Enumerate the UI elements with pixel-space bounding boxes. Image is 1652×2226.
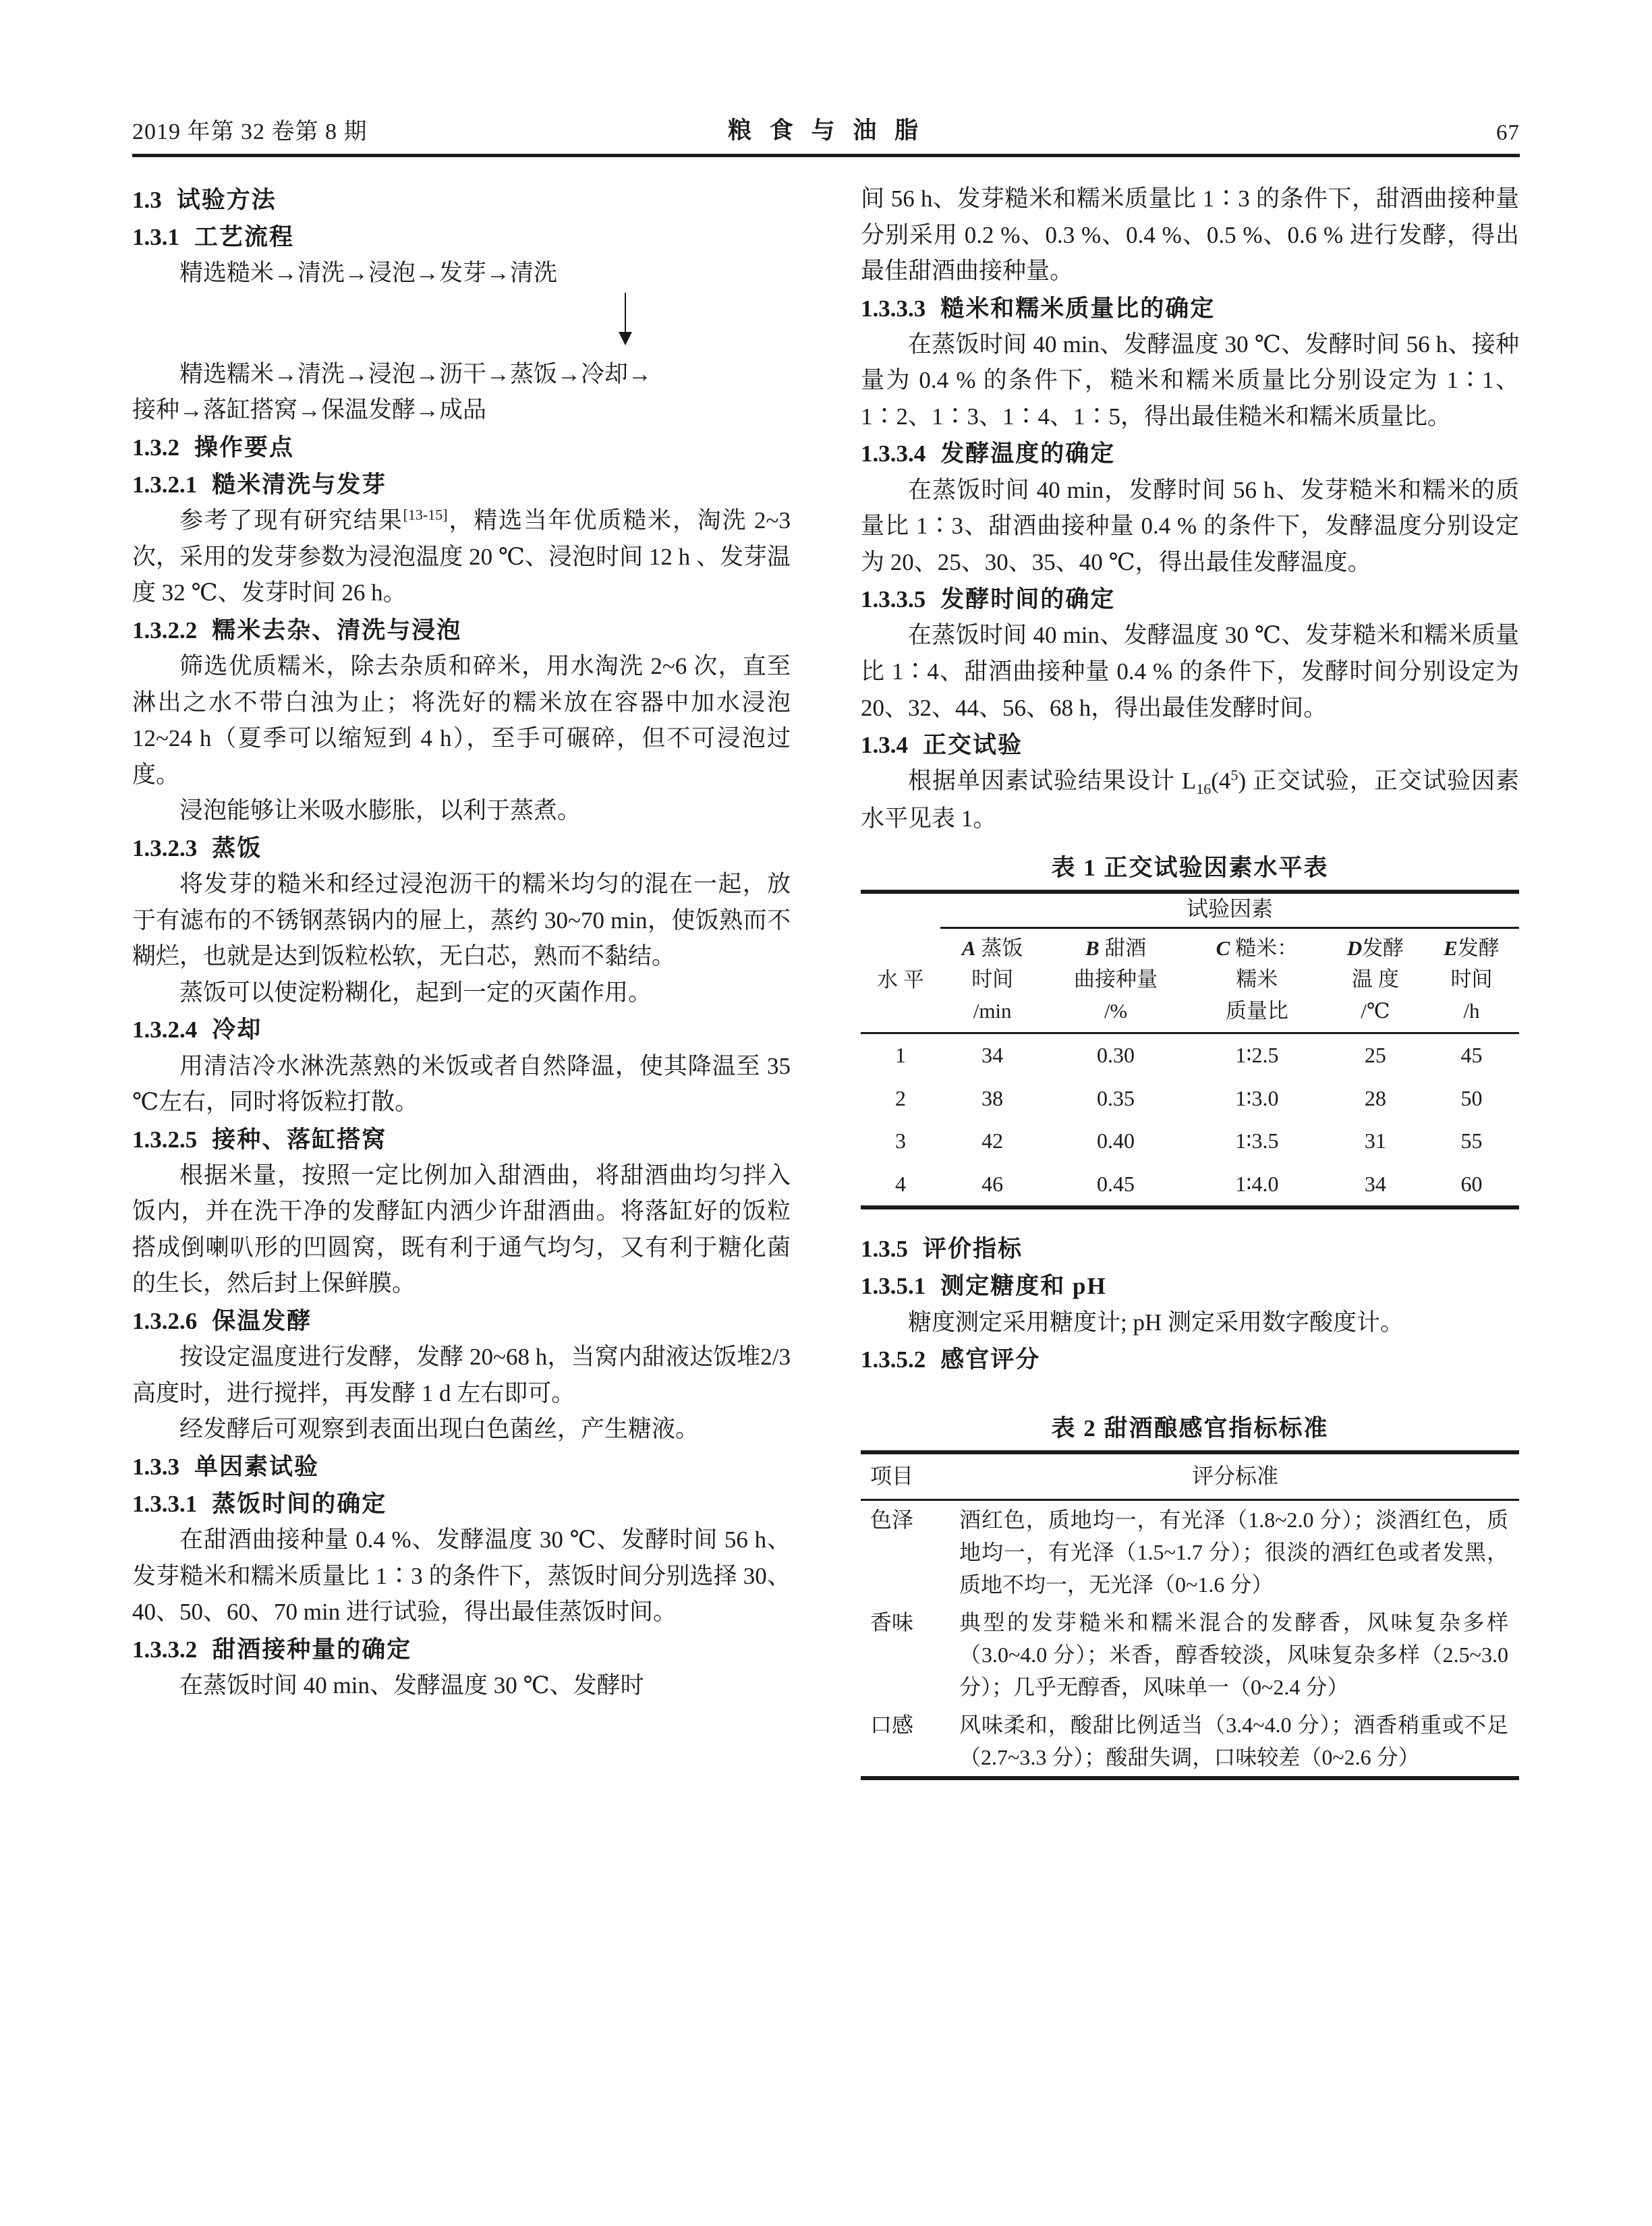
heading-1-3-2-2-title: 糯米去杂、清洗与浸泡 [212, 617, 462, 644]
heading-1-3-1-number: 1.3.1 [132, 224, 179, 251]
heading-1-3-5-2-title: 感官评分 [940, 1346, 1041, 1373]
orthogonal-text-c: ) 正交试验，正交试验因素水平见表 1。 [861, 768, 1519, 832]
table1-r4-D: 34 [1364, 1171, 1386, 1196]
process-flow-line-2: 精选糯米→清洗→浸泡→沥干→蒸饭→冷却→ [179, 360, 652, 387]
table-row [861, 1120, 1519, 1162]
page-number: 67 [1496, 121, 1520, 145]
table1-r1-E: 45 [1460, 1043, 1483, 1068]
table2-r3-criteria: 风味柔和，酸甜比例适当（3.4~4.0 分）；酒香稍重或不足（2.7~3.3 分）；酸甜失调，口味较差（0~2.6 分） [959, 1712, 1508, 1769]
heading-1-3-4 [861, 727, 1519, 763]
paragraph-1-3-2-3-b: 蒸饭可以使淀粉糊化，起到一定的灭菌作用。 [179, 979, 652, 1006]
heading-1-3-2-1-title: 糙米清洗与发芽 [212, 472, 387, 498]
table1-group-header-row [861, 894, 1519, 928]
issue-info: 2019 年第 32 卷第 8 期 [132, 119, 368, 144]
table2-header-row [861, 1454, 1519, 1500]
heading-1-3-3 [132, 1449, 791, 1485]
journal-title: 粮 食 与 油 脂 [727, 117, 924, 144]
table1-col-name-D: 发酵 [1362, 936, 1404, 960]
orthogonal-superscript: 5 [1230, 766, 1238, 784]
paragraph-1-3-3-2-start: 在蒸饭时间 40 min、发酵温度 30 ℃、发酵时 [179, 1672, 644, 1699]
heading-1-3-5-1-number: 1.3.5.1 [861, 1273, 926, 1300]
table1-col-name3-C: 质量比 [1225, 998, 1288, 1023]
heading-1-3-5-1-title: 测定糖度和 pH [940, 1273, 1107, 1300]
table1-col-header-B [1044, 928, 1187, 1033]
heading-1-3-2-6 [132, 1303, 791, 1339]
table1-r3-C: 1∶3.5 [1235, 1129, 1279, 1153]
heading-1-3-3-4-title: 发酵温度的确定 [940, 440, 1116, 467]
table2-header-item: 项目 [870, 1464, 914, 1489]
table1-r3-B: 0.40 [1097, 1129, 1135, 1153]
heading-1-3-3-1 [132, 1486, 791, 1522]
citation-ref: [13-15] [403, 506, 448, 523]
table1-col-name2-A: 时间 [971, 967, 1014, 992]
flow-connector [132, 291, 791, 356]
table1-r1-C: 1∶2.5 [1235, 1043, 1279, 1068]
heading-1-3-2-5-title: 接种、落缸搭窝 [212, 1126, 387, 1153]
table1-r4-C: 1∶4.0 [1235, 1171, 1279, 1196]
table-row [861, 1501, 1519, 1603]
table1-col-unit-B: /% [1104, 998, 1128, 1023]
table1-col-header-C [1187, 928, 1327, 1033]
table1-r2-level: 2 [895, 1085, 906, 1110]
heading-1-3-2-4-number: 1.3.2.4 [132, 1017, 198, 1044]
heading-1-3-5-title: 评价指标 [923, 1236, 1023, 1263]
paragraph-1-3-2-2-a: 筛选优质糯米，除去杂质和碎米，用水淘洗 2~6 次，直至淋出之水不带白浊为止；将洗好的糯米放在容器中加水浸泡 12~24 h（夏季可以缩短到 4 h），至手可碾碎，但不可浸泡过度。 [132, 653, 791, 788]
heading-1-3 [132, 182, 791, 218]
table2-r1-criteria: 酒红色，质地均一，有光泽（1.8~2.0 分）；淡酒红色，质地均一，有光泽（1.5~1.7 分）；很淡的酒红色或者发黑，质地不均一，无光泽（0~1.6 分） [959, 1507, 1508, 1597]
table1-col-name-E: 发酵 [1457, 936, 1500, 960]
heading-1-3-2-1-number: 1.3.2.1 [132, 472, 198, 498]
para-text-post: ，精选当年优质糙米，淘洗 2~3 次，采用的发芽参数为浸泡温度 20 ℃、浸泡时间 12 h 、发芽温度 32 ℃、发芽时间 26 h。 [132, 507, 791, 606]
table1-r1-level: 1 [895, 1043, 906, 1068]
two-column-body [132, 181, 1520, 1780]
table1-r3-A: 42 [981, 1129, 1004, 1153]
heading-1-3-title: 试验方法 [176, 187, 277, 213]
paragraph-1-3-3-1: 在甜酒曲接种量 0.4 %、发酵温度 30 ℃、发酵时间 56 h、发芽糙米和糯米质量比 1∶3 的条件下，蒸饭时间分别选择 30、40、50、60、70 min 进行试验，得出最佳蒸饭时间。 [132, 1526, 791, 1626]
orthogonal-subscript: 16 [1196, 780, 1212, 798]
heading-1-3-2-6-title: 保温发酵 [212, 1307, 312, 1334]
table1-group-header: 试验因素 [940, 894, 1519, 928]
table1-col-name2-E: 时间 [1450, 967, 1493, 992]
table2-r2-criteria: 典型的发芽糙米和糯米混合的发酵香，风味复杂多样（3.0~4.0 分）；米香，醇香较淡，风味复杂多样（2.5~3.0 分）；几乎无醇香，风味单一（0~2.4 分） [959, 1609, 1508, 1699]
table1-r2-D: 28 [1364, 1085, 1386, 1110]
paragraph-1-3-2-1 [132, 503, 791, 611]
table-sensory-criteria [861, 1450, 1519, 1779]
table1-col-name2-D: 温 度 [1352, 967, 1399, 992]
heading-1-3-2-2 [132, 612, 791, 648]
heading-1-3-3-3-title: 糙米和糯米质量比的确定 [940, 295, 1216, 322]
heading-1-3-3-1-number: 1.3.3.1 [132, 1491, 198, 1517]
table1-col-name-C: 糙米： [1235, 936, 1299, 960]
heading-1-3-2-title: 操作要点 [194, 434, 295, 461]
table1-col-name2-B: 曲接种量 [1074, 967, 1158, 992]
table1-col-unit-A: /min [973, 998, 1012, 1023]
table1-col-name2-C: 糯米 [1236, 967, 1278, 992]
paragraph-1-3-3-4: 在蒸饭时间 40 min，发酵时间 56 h、发芽糙米和糯米的质量比 1∶3、甜酒曲接种量 0.4 % 的条件下，发酵温度分别设定为 20、25、30、35、40 ℃，得出最佳发酵温度。 [861, 476, 1519, 575]
heading-1-3-3-3 [861, 291, 1519, 326]
heading-1-3-5-2-number: 1.3.5.2 [861, 1346, 926, 1373]
paragraph-1-3-3-3: 在蒸饭时间 40 min、发酵温度 30 ℃、发酵时间 56 h、接种量为 0.4 % 的条件下，糙米和糯米质量比分别设定为 1∶1、1∶2、1∶3、1∶4、1∶5，得出最佳糙米和糯米质量比。 [861, 331, 1519, 430]
table1-col-header-A [940, 928, 1044, 1033]
table1-col-name-B: 甜酒 [1104, 936, 1147, 960]
heading-1-3-3-2-title: 甜酒接种量的确定 [212, 1636, 412, 1663]
heading-1-3-3-1-title: 蒸饭时间的确定 [212, 1491, 387, 1517]
heading-1-3-4-title: 正交试验 [923, 732, 1023, 759]
heading-1-3-5-2 [861, 1342, 1519, 1377]
heading-1-3-3-2-number: 1.3.3.2 [132, 1636, 198, 1663]
table1-col-name-A: 蒸饭 [981, 936, 1023, 960]
table-row [861, 1706, 1519, 1778]
heading-1-3-4-number: 1.3.4 [861, 732, 908, 759]
table1-col-header-E [1424, 928, 1519, 1033]
table2-header-criteria: 评分标准 [1191, 1464, 1278, 1489]
heading-1-3-2-3-title: 蒸饭 [212, 834, 262, 861]
table1-col-code-C: C [1216, 936, 1230, 960]
table1-r3-D: 31 [1364, 1129, 1386, 1153]
table1-r1-D: 25 [1364, 1043, 1386, 1068]
table1-r4-E: 60 [1460, 1171, 1483, 1196]
heading-1-3-2-number: 1.3.2 [132, 434, 179, 461]
table1-r4-B: 0.45 [1097, 1171, 1135, 1196]
process-flow-line-1: 精选糙米→清洗→浸泡→发芽→清洗 [179, 260, 558, 287]
table-row [861, 1034, 1519, 1077]
paragraph-1-3-2-6-a: 按设定温度进行发酵，发酵 20~68 h，当窝内甜液达饭堆2/3 高度时，进行搅拌，再发酵 1 d 左右即可。 [132, 1344, 791, 1406]
table1-col-header-D [1327, 928, 1424, 1033]
paragraph-1-3-5-1: 糖度测定采用糖度计; pH 测定采用数字酸度计。 [908, 1309, 1404, 1336]
table1-r2-E: 50 [1460, 1085, 1483, 1110]
heading-1-3-2-5 [132, 1122, 791, 1158]
table1-col-code-D: D [1346, 936, 1363, 960]
table1-column-header-row [861, 928, 1519, 1033]
table1-r1-A: 34 [981, 1043, 1004, 1068]
heading-1-3-3-title: 单因素试验 [194, 1453, 320, 1480]
heading-1-3-3-5 [861, 581, 1519, 617]
table2-r3-item: 口感 [870, 1712, 914, 1737]
heading-1-3-2-4-title: 冷却 [212, 1017, 262, 1044]
paragraph-1-3-2-6-b: 经发酵后可观察到表面出现白色菌丝，产生糖液。 [179, 1416, 700, 1443]
orthogonal-text-b: (4 [1211, 768, 1231, 795]
table1-col-unit-E: /h [1463, 998, 1480, 1023]
paragraph-1-3-3-2-cont: 间 56 h、发芽糙米和糯米质量比 1∶3 的条件下，甜酒曲接种量分别采用 0.2 %、0.3 %、0.4 %、0.5 %、0.6 % 进行发酵，得出最佳甜酒曲接种量。 [861, 186, 1519, 285]
heading-1-3-2-3-number: 1.3.2.3 [132, 834, 198, 861]
paragraph-1-3-2-2-b: 浸泡能够让米吸水膨胀，以利于蒸煮。 [179, 797, 581, 824]
right-column [861, 181, 1519, 1780]
heading-1-3-1 [132, 219, 791, 255]
paragraph-1-3-2-4: 用清洁冷水淋洗蒸熟的米饭或者自然降温，使其降温至 35 ℃左右，同时将饭粒打散。 [132, 1052, 791, 1116]
heading-1-3-2-2-number: 1.3.2.2 [132, 617, 198, 644]
table1-col-code-A: A [961, 936, 976, 960]
table2-bottom-rule [861, 1778, 1519, 1780]
heading-1-3-2 [132, 430, 791, 465]
table1-r2-C: 1∶3.0 [1235, 1085, 1279, 1110]
heading-1-3-3-2 [132, 1632, 791, 1667]
heading-1-3-3-3-number: 1.3.3.3 [861, 295, 926, 322]
heading-1-3-2-4 [132, 1012, 791, 1048]
heading-1-3-3-5-number: 1.3.3.5 [861, 586, 926, 613]
table-row [861, 1077, 1519, 1120]
paragraph-1-3-4 [861, 763, 1519, 836]
table1-r2-A: 38 [981, 1085, 1004, 1110]
table-row [861, 1603, 1519, 1706]
header-rule [132, 154, 1520, 157]
running-head [132, 101, 1520, 146]
table2-r2-item: 香味 [870, 1609, 914, 1634]
heading-1-3-number: 1.3 [132, 187, 162, 213]
heading-1-3-5-1 [861, 1268, 1519, 1304]
table1-r4-level: 4 [895, 1171, 906, 1196]
table-orthogonal-factor-levels [861, 890, 1519, 1210]
table1-caption: 表 1 正交试验因素水平表 [1051, 854, 1329, 881]
table1-r3-level: 3 [895, 1129, 906, 1153]
heading-1-3-3-5-title: 发酵时间的确定 [940, 586, 1116, 613]
table1-level-header: 水 平 [877, 967, 924, 992]
process-flow-line-3: 接种→落缸搭窝→保温发酵→成品 [132, 397, 487, 424]
table2-caption: 表 2 甜酒酿感官指标标准 [1051, 1415, 1329, 1442]
heading-1-3-3-4-number: 1.3.3.4 [861, 440, 926, 467]
table1-r4-A: 46 [981, 1171, 1004, 1196]
table1-col-code-E: E [1444, 936, 1458, 960]
table1-col-code-B: B [1085, 936, 1100, 960]
table1-r3-E: 55 [1460, 1129, 1483, 1153]
heading-1-3-2-3 [132, 830, 791, 866]
heading-1-3-5 [861, 1231, 1519, 1267]
heading-1-3-3-number: 1.3.3 [132, 1453, 179, 1480]
heading-1-3-2-5-number: 1.3.2.5 [132, 1126, 198, 1153]
heading-1-3-1-title: 工艺流程 [194, 224, 295, 251]
table-row [861, 1163, 1519, 1207]
heading-1-3-5-number: 1.3.5 [861, 1236, 908, 1263]
heading-1-3-2-1 [132, 467, 791, 503]
table1-r2-B: 0.35 [1097, 1085, 1135, 1110]
heading-1-3-2-6-number: 1.3.2.6 [132, 1307, 198, 1334]
paragraph-1-3-2-5: 根据米量，按照一定比例加入甜酒曲，将甜酒曲均匀拌入饭内，并在洗干净的发酵缸内洒少许甜酒曲。将落缸好的饭粒搭成倒喇叭形的凹圆窝，既有利于通气均匀，又有利于糖化菌的生长，然后封上保鲜膜。 [132, 1162, 791, 1297]
arrow-down-icon [625, 293, 626, 343]
table1-r1-B: 0.30 [1097, 1043, 1135, 1068]
para-text-pre: 参考了现有研究结果 [179, 507, 403, 534]
heading-1-3-3-4 [861, 436, 1519, 472]
table2-r1-item: 色泽 [870, 1507, 914, 1532]
table1-col-unit-D: /℃ [1361, 998, 1390, 1023]
paragraph-1-3-2-3-a: 将发芽的糙米和经过浸泡沥干的糯米均匀的混在一起，放于有滤布的不锈钢蒸锅内的屉上，蒸约 30~70 min，使饭熟而不糊烂，也就是达到饭粒松软，无白芯，熟而不黏结。 [132, 871, 791, 970]
orthogonal-text-a: 根据单因素试验结果设计 L [908, 768, 1197, 795]
paragraph-1-3-3-5: 在蒸饭时间 40 min、发酵温度 30 ℃、发芽糙米和糯米质量比 1∶4、甜酒曲接种量 0.4 % 的条件下，发酵时间分别设定为 20、32、44、56、68 h，得出最佳发酵时间。 [861, 622, 1519, 721]
left-column [132, 181, 791, 1780]
